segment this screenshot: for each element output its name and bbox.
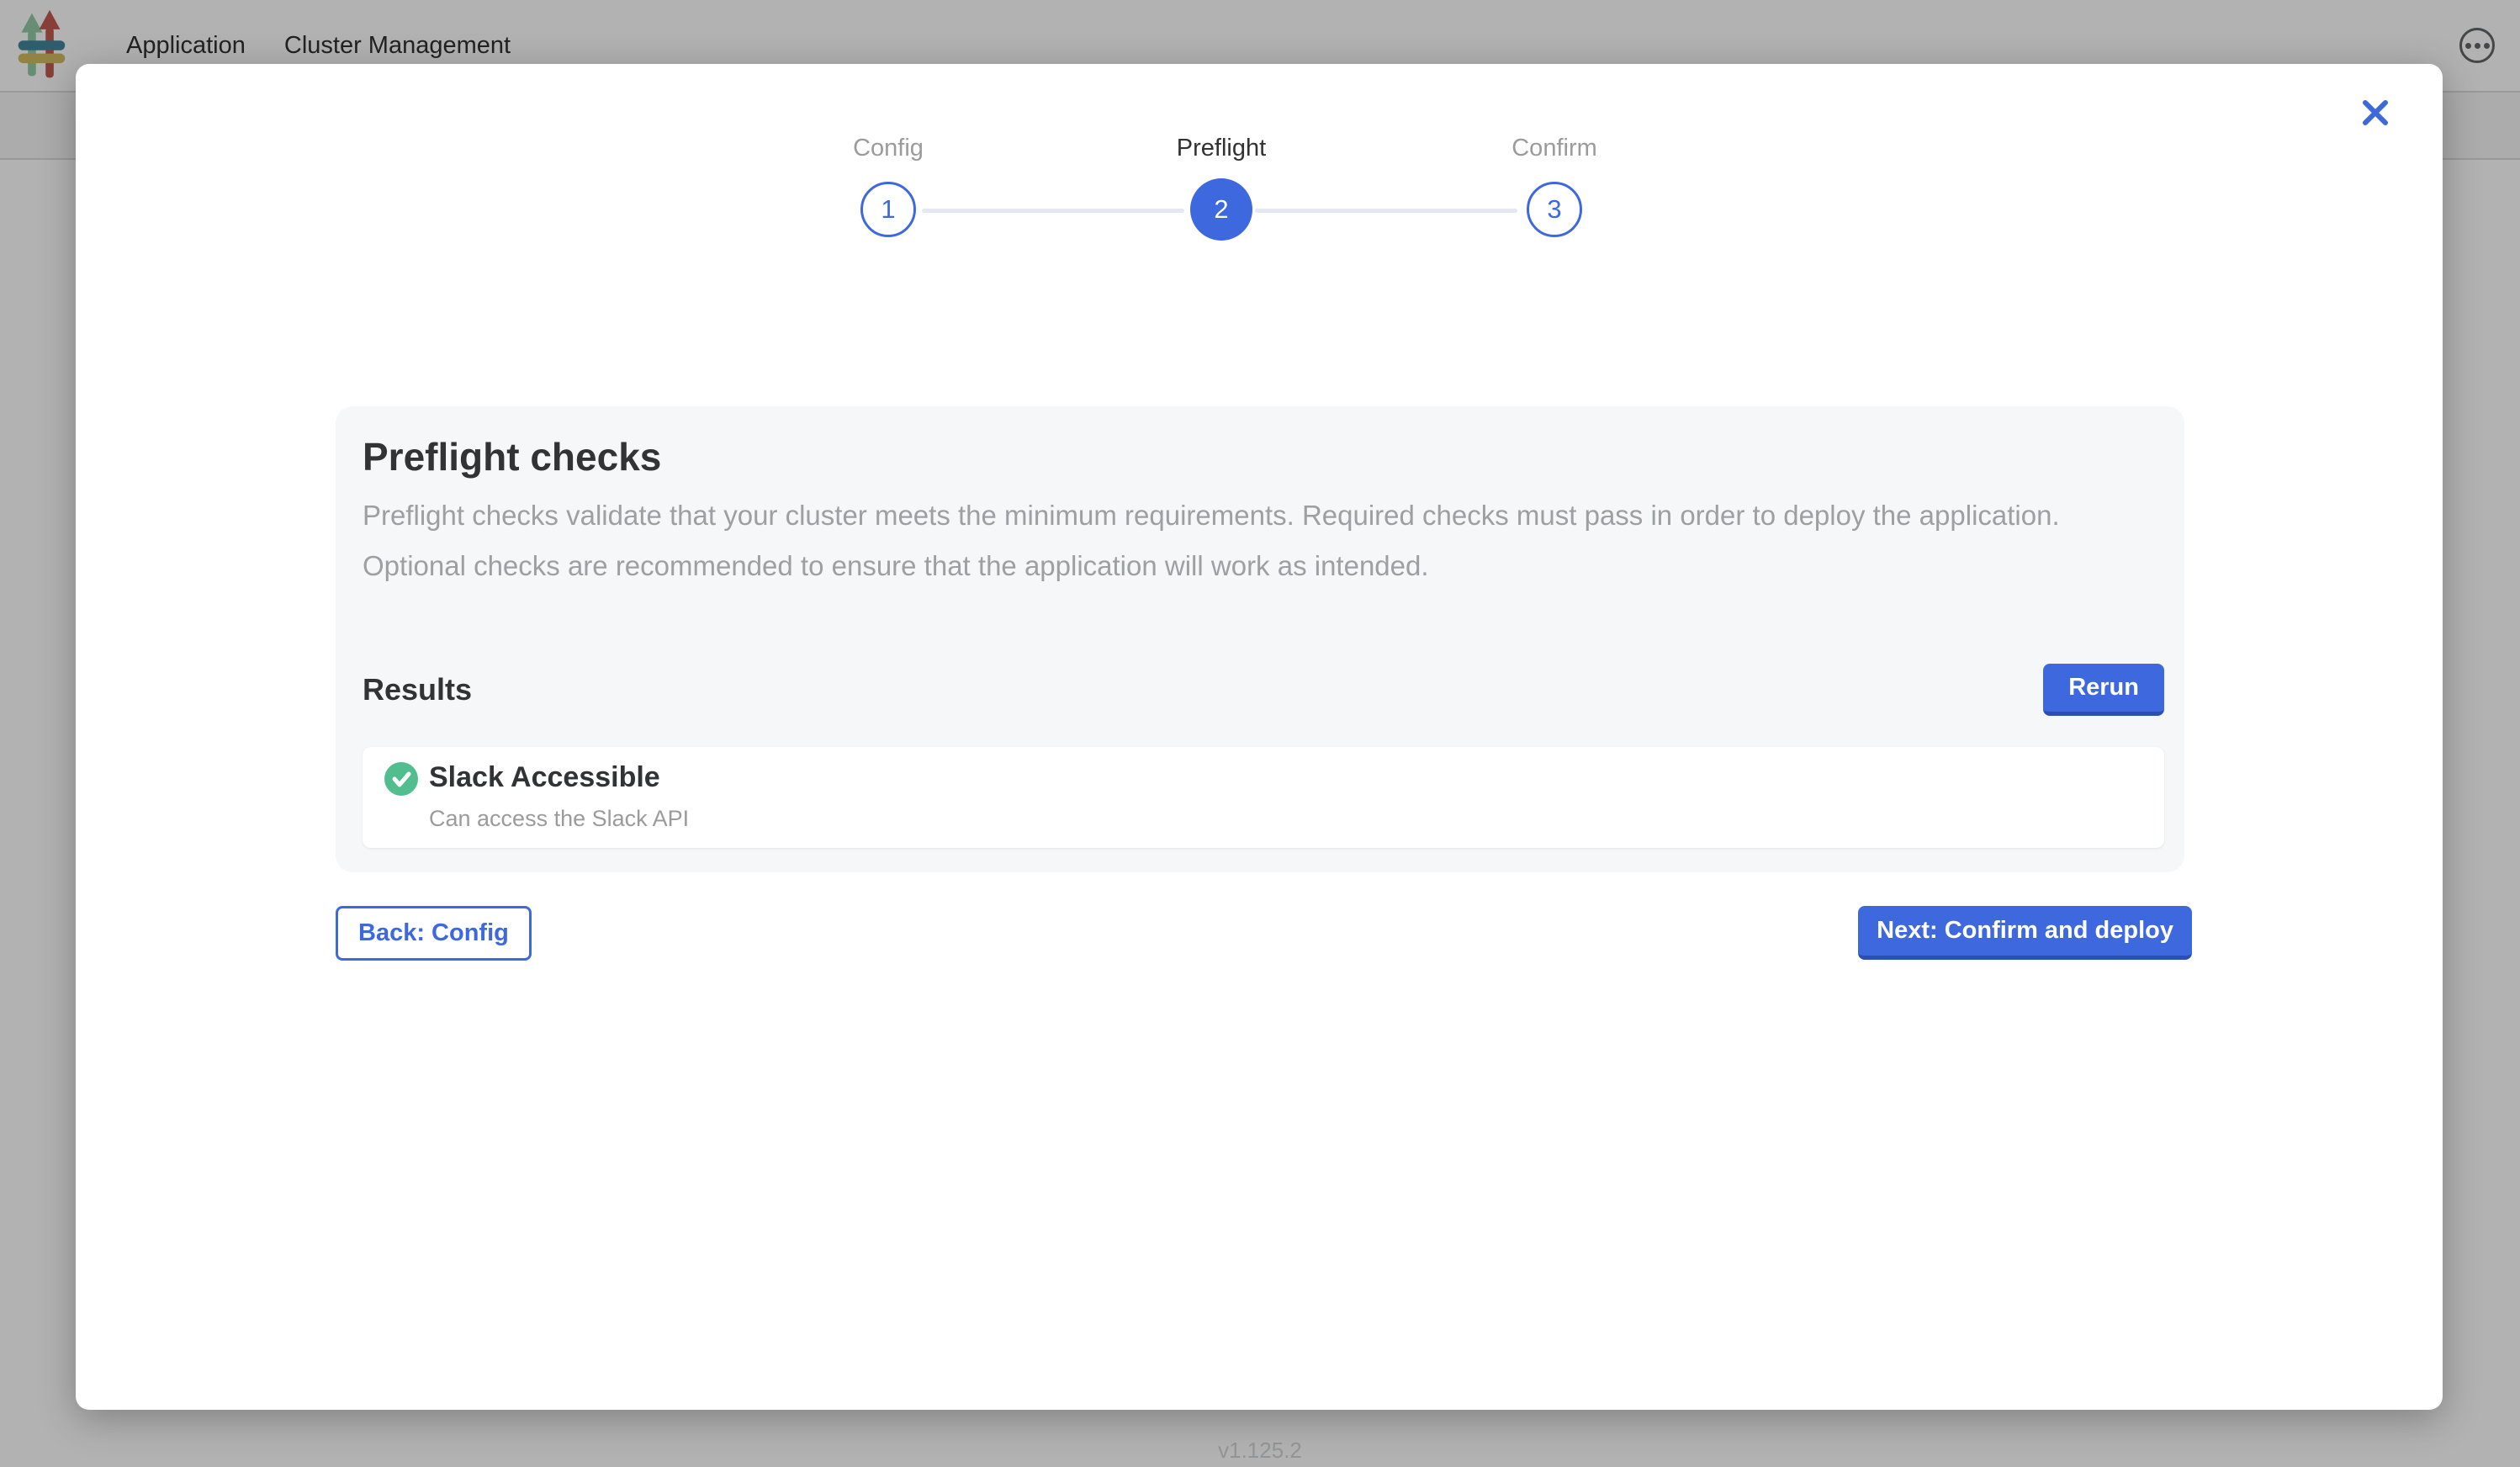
next-confirm-deploy-button[interactable]: Next: Confirm and deploy bbox=[1858, 906, 2192, 960]
step-connector bbox=[1255, 209, 1517, 213]
nav-tab-application[interactable]: Application bbox=[126, 31, 246, 59]
results-header-row bbox=[363, 664, 2164, 716]
back-config-button[interactable]: Back: Config bbox=[336, 906, 532, 961]
app-version-label: v1.125.2 bbox=[1218, 1438, 1302, 1463]
nav-tab-cluster-management[interactable]: Cluster Management bbox=[283, 31, 511, 59]
preflight-modal bbox=[76, 64, 2443, 1410]
result-detail: Can access the Slack API bbox=[429, 806, 690, 831]
step-label-confirm: Confirm bbox=[1511, 135, 1597, 162]
result-texts bbox=[429, 760, 689, 831]
result-title: Slack Accessible bbox=[429, 761, 660, 793]
step-circle-confirm[interactable]: 3 bbox=[1527, 182, 1582, 237]
modal-action-row bbox=[336, 906, 2192, 961]
close-icon[interactable] bbox=[2357, 94, 2394, 131]
results-heading: Results bbox=[363, 672, 473, 707]
preflight-panel bbox=[336, 406, 2184, 872]
wizard-stepper bbox=[853, 131, 1597, 249]
step-label-config: Config bbox=[853, 135, 924, 162]
panel-description: Preflight checks validate that your cluster meets the minimum requirements. Required checks must pass in order to deploy the application. Optional checks are recommended to ensure that the application will work as intended. bbox=[363, 500, 2060, 581]
panel-title: Preflight checks bbox=[363, 435, 662, 479]
preflight-result-row bbox=[363, 747, 2164, 848]
check-icon bbox=[384, 762, 418, 796]
step-connector bbox=[922, 209, 1184, 213]
step-circle-preflight[interactable]: 2 bbox=[1190, 178, 1252, 241]
step-label-preflight: Preflight bbox=[1176, 135, 1267, 162]
rerun-button[interactable]: Rerun bbox=[2043, 664, 2164, 716]
step-circle-config[interactable]: 1 bbox=[860, 182, 916, 237]
